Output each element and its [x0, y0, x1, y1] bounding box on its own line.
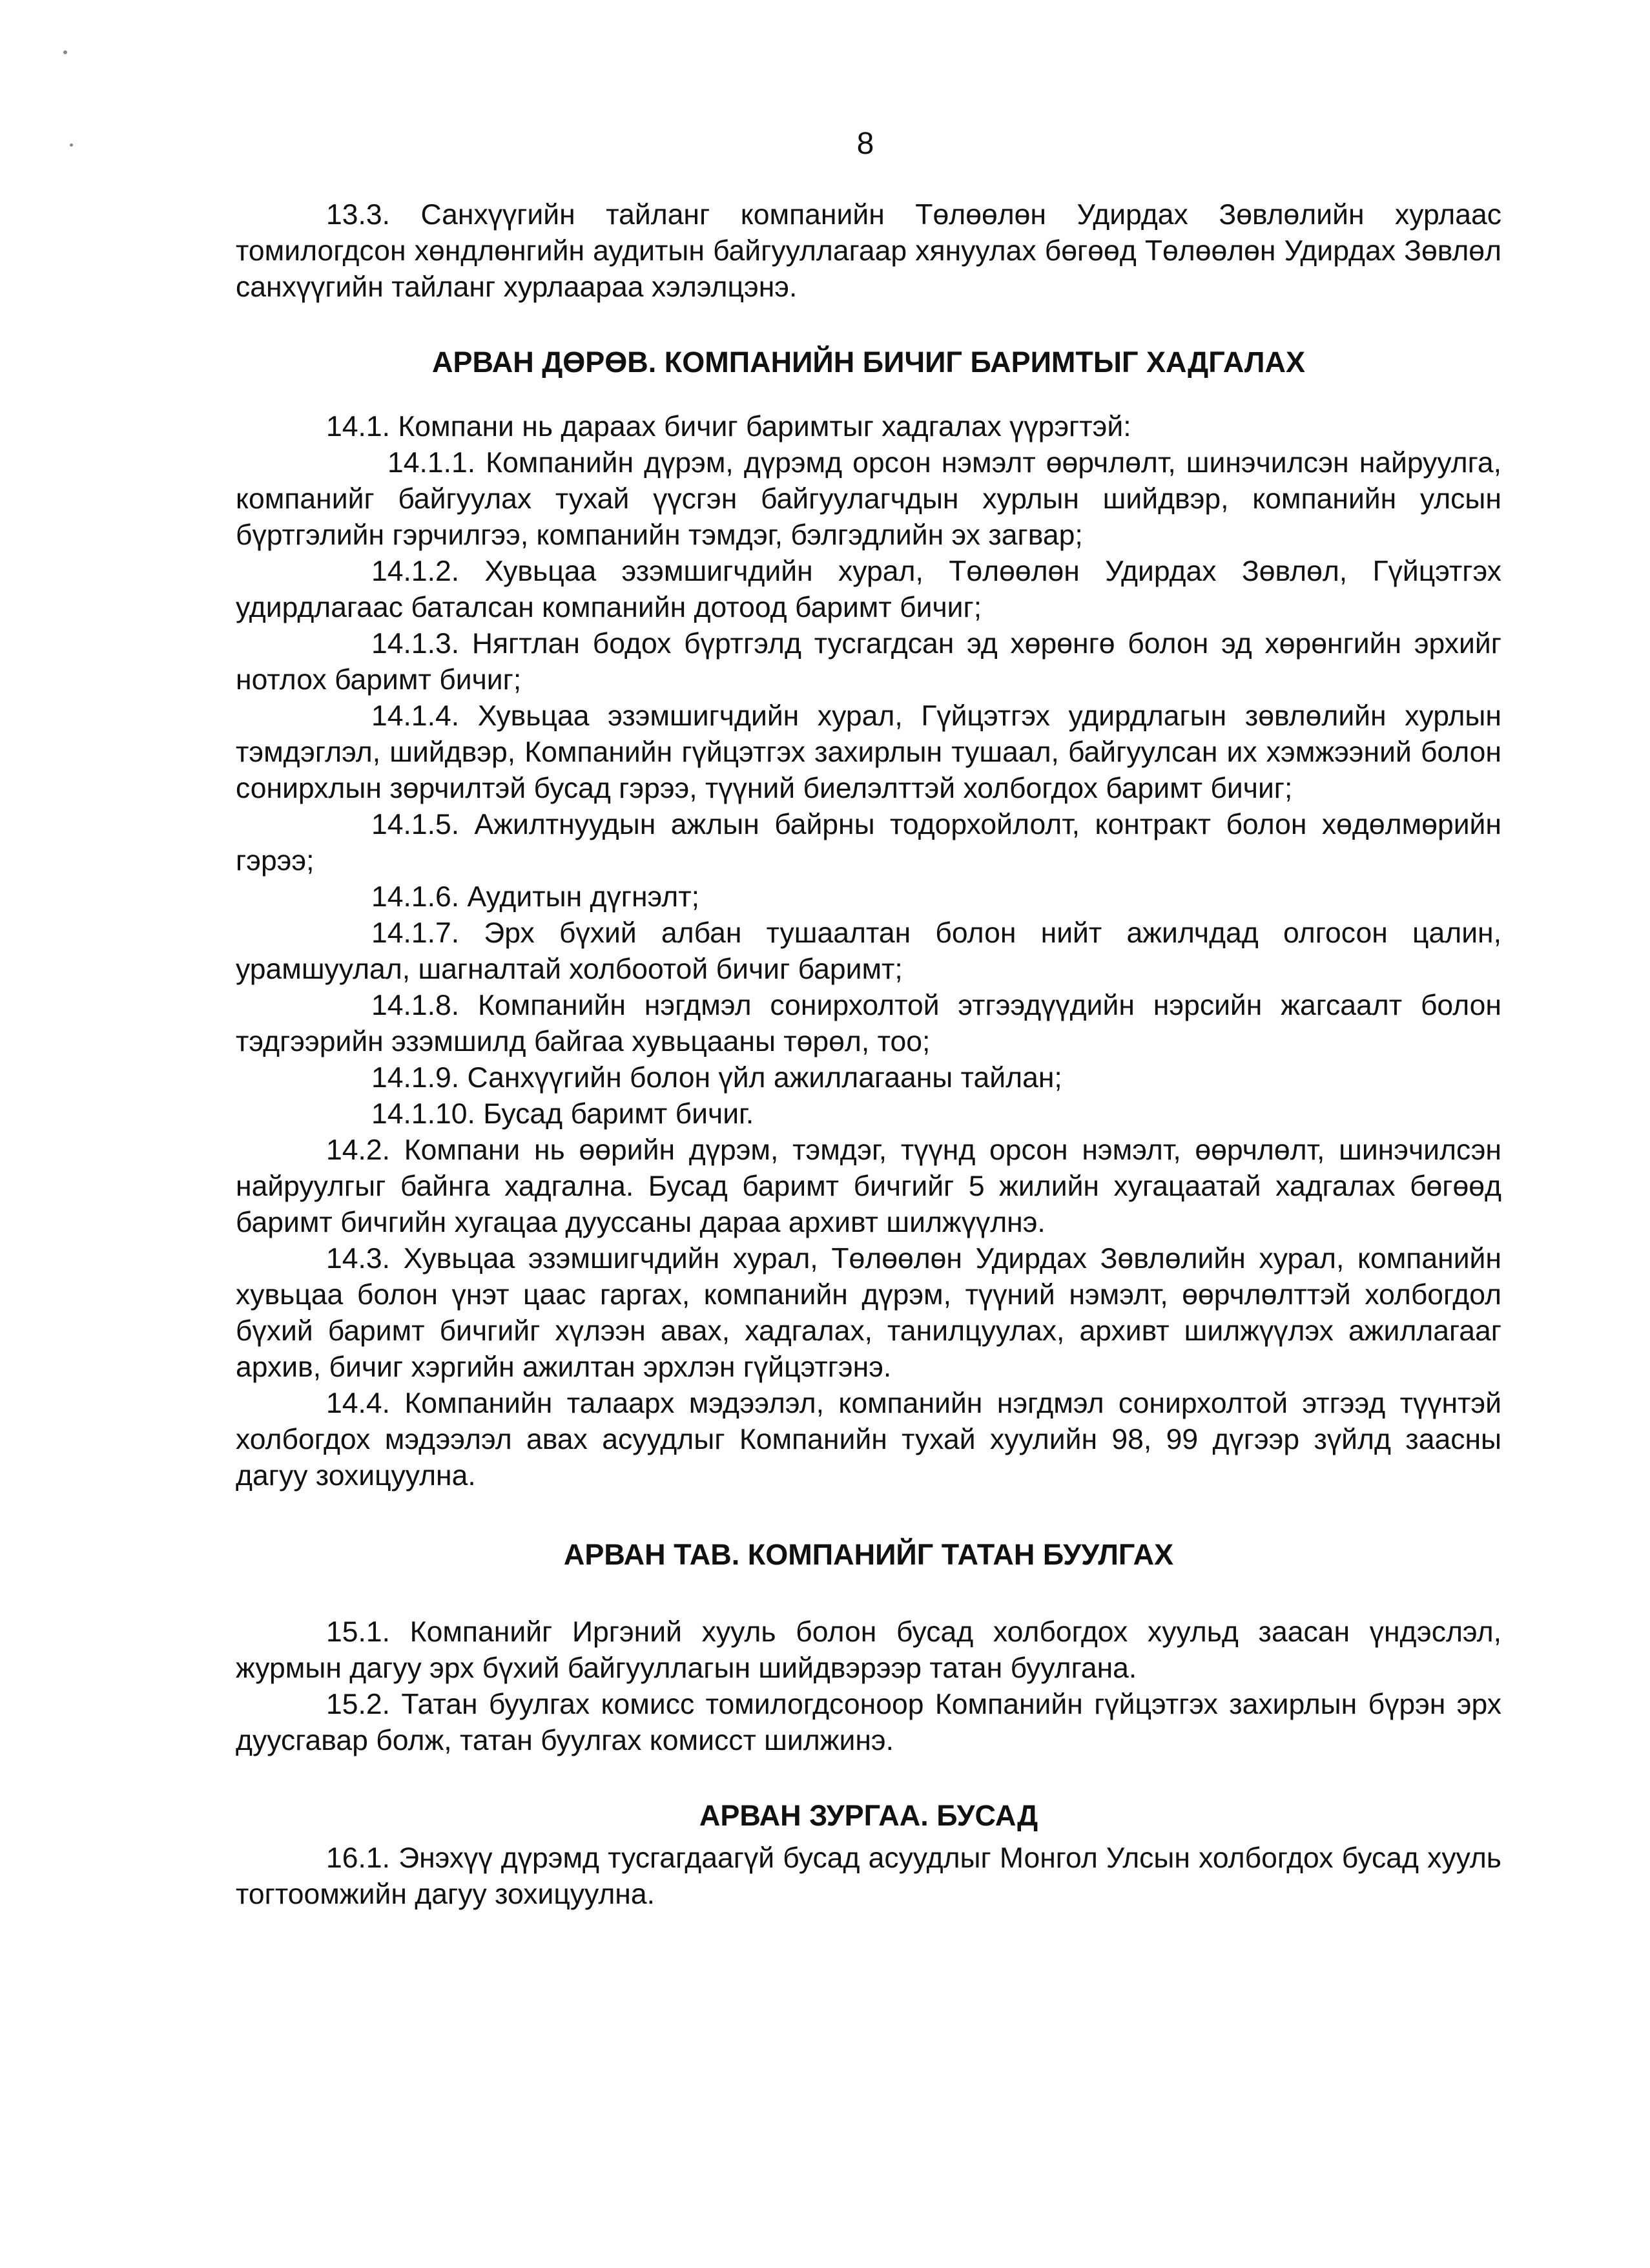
section-16-heading: АРВАН ЗУРГАА. БУСАД: [699, 1799, 1038, 1832]
page-number: 8: [856, 127, 874, 161]
list-item-14-1-9: 14.1.9. Санхүүгийн болон үйл ажиллагааны тайлан;: [371, 1062, 1062, 1094]
section-14-heading: АРВАН ДӨРӨВ. КОМПАНИЙН БИЧИГ БАРИМТЫГ ХАДГАЛАХ: [431, 346, 1306, 379]
paragraph-14-1: 14.1. Компани нь дараах бичиг баримтыг хадгалах үүрэгтэй:: [326, 411, 1131, 442]
paragraph-14-2: 14.2. Компани нь өөрийн дүрэм, тэмдэг, түүнд орсон нэмэлт, өөрчлөлт, шинэчилсэн найруулгыг байнга хадгална. Бусад баримт бичгийг 5 жилийн хугацаатай хадгалах бөгөөд баримт бичгийн хугацаа дуусcаны дараа архивт шилжүүлнэ.: [236, 1134, 1501, 1238]
list-item-14-1-7: 14.1.7. Эрх бүхий албан тушаалтан болон нийт ажилчдад олгосон цалин, урамшуулал, шагналтай холбоотой бичиг баримт;: [236, 917, 1501, 985]
document-body: [236, 197, 1501, 1913]
list-item-14-1-5: 14.1.5. Ажилтнуудын ажлын байрны тодорхойлолт, контракт болон хөдөлмөрийн гэрээ;: [236, 809, 1501, 877]
list-item-14-1-3: 14.1.3. Нягтлан бодох бүртгэлд тусгагдсан эд хөрөнгө болон эд хөрөнгийн эрхийг нотлох баримт бичиг;: [236, 628, 1501, 696]
list-item-14-1-4: 14.1.4. Хувьцаа эзэмшигчдийн хурал, Гүйцэтгэх удирдлагын зөвлөлийн хурлын тэмдэглэл, шийдвэр, Компанийн гүйцэтгэх захирлын тушаал, байгуулсан их хэмжээний болон сонирхлын зөрчилтэй бусад гэрээ, түүний биелэлттэй холбогдох баримт бичиг;: [236, 700, 1501, 804]
scan-speck: [63, 50, 67, 54]
section-15-heading: АРВАН ТАВ. КОМПАНИЙГ ТАТАН БУУЛГАХ: [563, 1538, 1174, 1571]
paragraph-16-1: 16.1. Энэхүү дүрэмд тусгагдаагүй бусад асуудлыг Монгол Улсын холбогдох бусад хууль тогтоомжийн дагуу зохицуулна.: [236, 1842, 1501, 1910]
list-item-14-1-6: 14.1.6. Аудитын дүгнэлт;: [371, 881, 699, 913]
paragraph-13-3: 13.3. Санхүүгийн тайланг компанийн Төлөөлөн Удирдах Зөвлөлийн хурлаас томилогдсон хөндлөнгийн аудитын байгууллагаар хянуулах бөгөөд Төлөөлөн Удирдах Зөвлөл санхүүгийн тайланг хурлаараа хэлэлцэнэ.: [236, 199, 1501, 303]
paragraph-15-1: 15.1. Компанийг Иргэний хууль болон бусад холбогдох хуульд заасан үндэслэл, журмын дагуу эрх бүхий байгууллагын шийдвэрээр татан буулгана.: [236, 1616, 1501, 1684]
paragraph-15-2: 15.2. Татан буулгах комисс томилогдсоноор Компанийн гүйцэтгэх захирлын бүрэн эрх дуусгавар болж, татан буулгах комисст шилжинэ.: [236, 1689, 1501, 1756]
paragraph-14-4: 14.4. Компанийн талаарх мэдээлэл, компанийн нэгдмэл сонирхолтой этгээд түүнтэй холбогдох мэдээлэл авах асуудлыг Компанийн тухай хуулийн 98, 99 дүгээр зүйлд заасны дагуу зохицуулна.: [236, 1388, 1501, 1492]
list-item-14-1-2: 14.1.2. Хувьцаа эзэмшигчдийн хурал, Төлөөлөн Удирдах Зөвлөл, Гүйцэтгэх удирдлагаас баталсан компанийн дотоод баримт бичиг;: [236, 556, 1501, 623]
list-item-14-1-10: 14.1.10. Бусад баримт бичиг.: [371, 1098, 754, 1130]
paragraph-14-3: 14.3. Хувьцаа эзэмшигчдийн хурал, Төлөөлөн Удирдах Зөвлөлийн хурал, компанийн хувьцаа болон үнэт цаас гаргах, компанийн дүрэм, түүний нэмэлт, өөрчлөлттэй холбогдол бүхий баримт бичгийг хүлээн авах, хадгалах, танилцуулах, архивт шилжүүлэх ажиллагааг архив, бичиг хэргийн ажилтан эрхлэн гүйцэтгэнэ.: [236, 1243, 1501, 1383]
list-item-14-1-1: 14.1.1. Компанийн дүрэм, дүрэмд орсон нэмэлт өөрчлөлт, шинэчилсэн найруулга, компанийг байгуулах тухай үүсгэн байгуулагчдын хурлын шийдвэр, компанийн улсын бүртгэлийн гэрчилгээ, компанийн тэмдэг, бэлгэдлийн эх загвар;: [236, 447, 1501, 551]
list-item-14-1-8: 14.1.8. Компанийн нэгдмэл сонирхолтой этгээдүүдийн нэрсийн жагсаалт болон тэдгээрийн эзэмшилд байгаа хувьцааны төрөл, тоо;: [236, 990, 1501, 1057]
